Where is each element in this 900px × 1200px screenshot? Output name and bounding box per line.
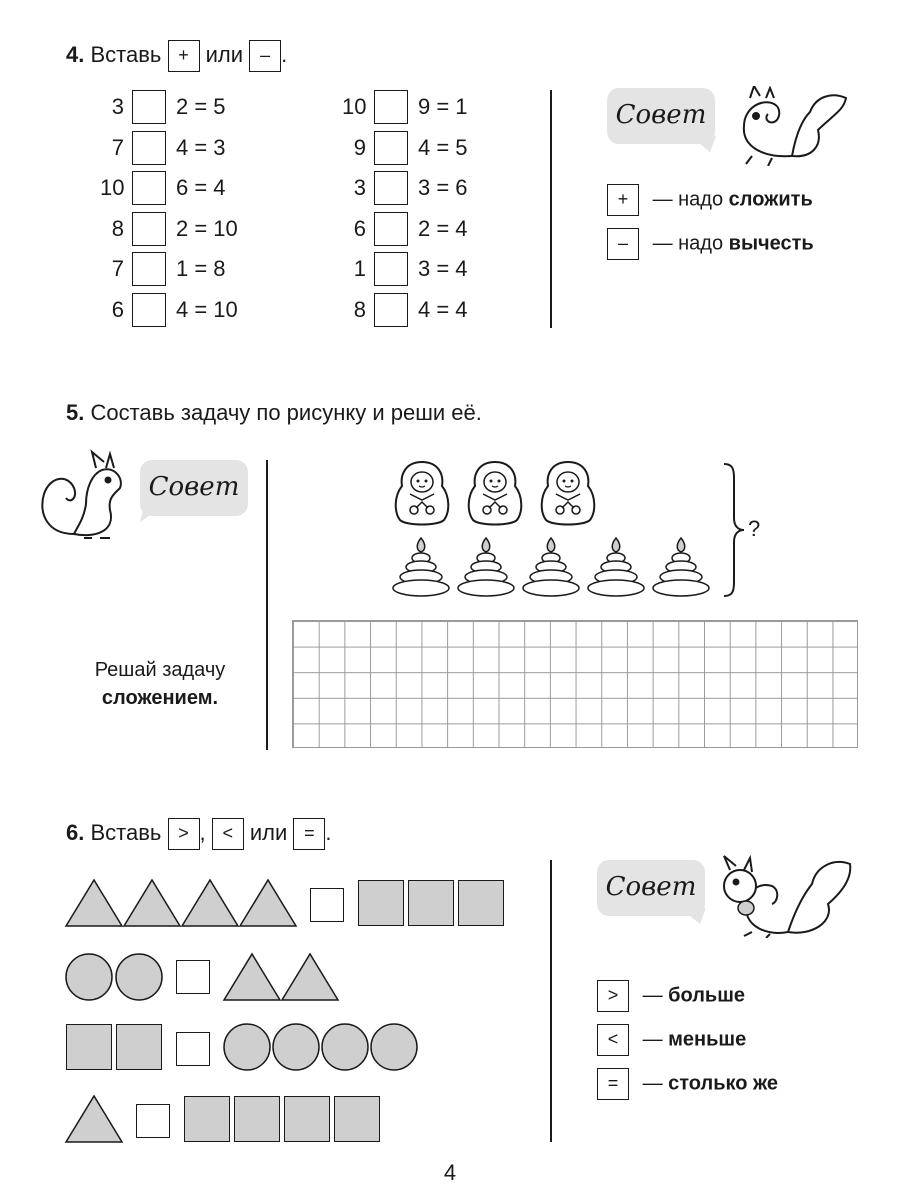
equation-right-part: 2 = 5 (176, 94, 226, 119)
equation-right-part: 6 = 4 (176, 175, 226, 200)
advice-gt-dash: — (642, 984, 663, 1007)
task5-divider (266, 460, 268, 750)
task6-comma: , (199, 819, 206, 845)
equation-answer-box[interactable] (374, 90, 408, 124)
square-shape (234, 1096, 280, 1142)
advice-lt-bold: меньше (668, 1028, 747, 1051)
advice-row-gt (597, 980, 745, 1012)
answer-grid[interactable] (292, 620, 858, 748)
advice-row-lt (597, 1024, 746, 1056)
task4-divider (550, 90, 552, 328)
equation-answer-box[interactable] (374, 212, 408, 246)
equation-row (100, 171, 280, 207)
task4-number: 4. (66, 41, 85, 67)
triangle-shape (282, 954, 338, 1000)
matryoshka-doll (538, 460, 598, 528)
lt-symbol-box: < (212, 818, 244, 850)
task4-advice-label: Совет (615, 100, 707, 130)
equation-left-number: 10 (342, 94, 367, 119)
square-shape (358, 880, 404, 926)
equation-left-number: 3 (111, 94, 124, 119)
task5-title (66, 400, 482, 426)
squirrel-left-icon (34, 448, 134, 544)
circle-shape (116, 954, 162, 1000)
question-mark: ? (748, 516, 761, 541)
advice-eq-bold: столько же (668, 1072, 779, 1095)
shapes-row-2 (64, 952, 168, 1002)
shapes-row-2-right (222, 952, 342, 1002)
equation-answer-box[interactable] (132, 131, 166, 165)
equation-row (342, 171, 522, 207)
circle-shape (224, 1024, 270, 1070)
equation-left-number: 6 (111, 296, 124, 322)
square-shape (408, 880, 454, 926)
equation-answer-box[interactable] (374, 131, 408, 165)
answer-box-row-4[interactable] (136, 1104, 170, 1138)
task5-hint (60, 656, 260, 712)
equation-left-number: 8 (353, 296, 366, 322)
equation-answer-box[interactable] (374, 252, 408, 286)
circle-shape (66, 954, 112, 1000)
equation-right-part: 4 = 10 (176, 296, 238, 322)
task4-text: Вставь (90, 41, 162, 67)
equation-row (342, 131, 522, 167)
task5-text: Составь задачу по рисунку и реши её. (90, 400, 482, 425)
equation-answer-box[interactable] (132, 252, 166, 286)
triangle-shape (224, 954, 280, 1000)
equation-left-number: 7 (111, 134, 124, 160)
equation-answer-box[interactable] (374, 293, 408, 327)
task5-bubble-tail (140, 506, 170, 524)
triangle-shape (66, 1096, 122, 1142)
equation-right-part: 4 = 5 (418, 134, 468, 160)
shapes-row-4 (64, 1094, 128, 1144)
answer-box-row-1[interactable] (310, 888, 344, 922)
equation-right-part: 4 = 3 (176, 134, 226, 160)
equation-answer-box[interactable] (132, 293, 166, 327)
equation-row (342, 293, 522, 329)
advice-plus-box: + (607, 184, 639, 216)
square-shape (66, 1024, 112, 1070)
triangle-shape (66, 880, 122, 926)
toy-pyramid (520, 536, 582, 598)
square-shape (184, 1096, 230, 1142)
equation-left-number: 10 (100, 175, 125, 200)
task4-or: или (205, 41, 244, 67)
circle-shape (322, 1024, 368, 1070)
gt-symbol-box: > (168, 818, 200, 850)
equation-row (100, 212, 280, 248)
advice-gt-bold: больше (668, 984, 745, 1007)
equation-row (342, 252, 522, 288)
equation-row (100, 293, 280, 329)
task6-dot: . (325, 819, 332, 845)
shapes-row-3-right (222, 1022, 422, 1072)
equation-left-number: 8 (111, 215, 124, 241)
task6-advice-label: Совет (605, 872, 697, 902)
advice-minus-box: – (607, 228, 639, 260)
equation-right-part: 2 = 10 (176, 215, 238, 241)
equation-left-number: 3 (353, 175, 366, 200)
task4-bubble-tail (690, 136, 720, 156)
square-shape (334, 1096, 380, 1142)
equation-row (342, 90, 522, 126)
task6-bubble-tail (680, 908, 710, 928)
equation-row (342, 212, 522, 248)
task4-title (66, 40, 287, 72)
equation-right-part: 3 = 6 (418, 175, 468, 200)
task5-hint-line2: сложением. (101, 687, 219, 709)
squirrel-with-nut-icon (716, 852, 856, 938)
equation-right-part: 4 = 4 (418, 296, 468, 322)
triangle-shape (124, 880, 180, 926)
equation-left-number: 7 (111, 256, 124, 281)
equation-answer-box[interactable] (132, 90, 166, 124)
task6-title (66, 818, 332, 850)
equation-left-number: 6 (353, 215, 366, 241)
task6-divider (550, 860, 552, 1142)
minus-symbol-box: – (249, 40, 281, 72)
equation-left-number: 1 (353, 256, 366, 281)
advice-row-eq (597, 1068, 778, 1100)
matryoshka-doll (465, 460, 525, 528)
equation-right-part: 2 = 4 (418, 215, 468, 241)
advice-eq-dash: — (642, 1072, 663, 1095)
task5-advice-label: Совет (148, 472, 240, 502)
advice-minus-bold: вычесть (728, 232, 814, 255)
advice-eq-box: = (597, 1068, 629, 1100)
matryoshka-doll (392, 460, 452, 528)
equation-row (100, 131, 280, 167)
triangle-shape (182, 880, 238, 926)
equation-answer-box[interactable] (132, 171, 166, 205)
square-shape (458, 880, 504, 926)
toy-pyramid (650, 536, 712, 598)
advice-lt-dash: — (642, 1028, 663, 1051)
toy-pyramid (390, 536, 452, 598)
circle-shape (273, 1024, 319, 1070)
answer-box-row-2[interactable] (176, 960, 210, 994)
task5-hint-line1: Решай задачу (94, 659, 226, 681)
toy-pyramid (455, 536, 517, 598)
eq-symbol-box: = (293, 818, 325, 850)
advice-plus-bold: сложить (728, 188, 813, 211)
page-number: 4 (443, 1160, 457, 1185)
advice-minus-text: — надо (652, 232, 724, 255)
circle-shape (371, 1024, 417, 1070)
equation-right-part: 3 = 4 (418, 256, 468, 281)
task6-or: или (249, 819, 288, 845)
equation-row (100, 252, 280, 288)
advice-row-plus (607, 184, 813, 216)
equation-right-part: 9 = 1 (418, 94, 468, 119)
square-shape (284, 1096, 330, 1142)
advice-gt-box: > (597, 980, 629, 1012)
task4-dot: . (281, 41, 288, 67)
equation-answer-box[interactable] (132, 212, 166, 246)
equation-answer-box[interactable] (374, 171, 408, 205)
triangle-shape (240, 880, 296, 926)
toy-pyramid (585, 536, 647, 598)
task6-number: 6. (66, 819, 85, 845)
answer-box-row-3[interactable] (176, 1032, 210, 1066)
equation-right-part: 1 = 8 (176, 256, 226, 281)
equation-left-number: 9 (353, 134, 366, 160)
advice-row-minus (607, 228, 814, 260)
advice-plus-text: — надо (652, 188, 724, 211)
equation-row (100, 90, 280, 126)
squirrel-icon (722, 86, 852, 166)
curly-brace (722, 462, 746, 598)
task6-text: Вставь (90, 819, 162, 845)
task5-number: 5. (66, 400, 85, 425)
square-shape (116, 1024, 162, 1070)
advice-lt-box: < (597, 1024, 629, 1056)
plus-symbol-box: + (168, 40, 200, 72)
